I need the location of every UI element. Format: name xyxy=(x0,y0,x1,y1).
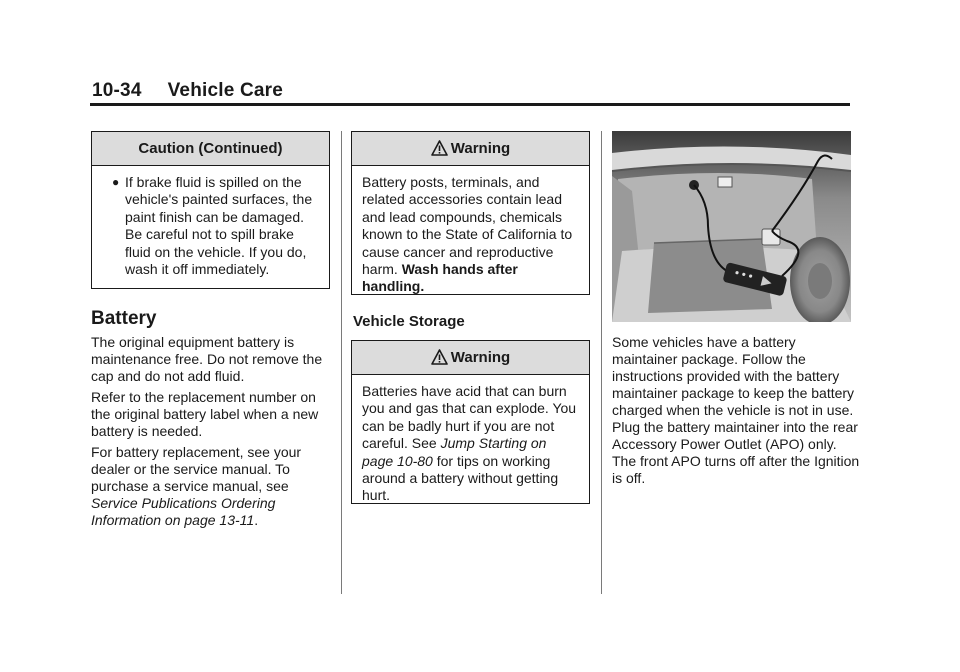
maintainer-paragraph: Some vehicles have a battery maintainer package. Follow the instructions provided with the battery maintainer package to keep the battery charged when the vehicle is not in use. Plug the battery maintainer into the rear Accessory Power Outlet (APO) only. The front APO turns off after the Ignition is off. xyxy=(612,334,860,486)
warning-1-bold: Wash hands after handling. xyxy=(362,261,518,295)
warning-2-body xyxy=(352,375,589,511)
warning-2-text-end: for tips on working around a battery without getting hurt. xyxy=(362,452,559,504)
battery-paragraph-3-end: . xyxy=(254,512,259,528)
column-divider-right xyxy=(601,131,602,594)
warning-2-header xyxy=(352,341,589,375)
battery-heading: Battery xyxy=(91,308,157,329)
battery-paragraph-3-text: For battery replacement, see your dealer or the service manual. To purchase a service manual, see xyxy=(91,444,302,494)
battery-paragraph-3 xyxy=(91,444,331,529)
warning-1-body xyxy=(352,166,589,302)
caution-title: Caution (Continued) xyxy=(92,132,329,166)
warning-1-title: Warning xyxy=(450,140,511,157)
header-rule xyxy=(90,103,850,106)
caution-box xyxy=(91,131,330,289)
vehicle-storage-heading: Vehicle Storage xyxy=(353,313,465,330)
battery-paragraph-1: The original equipment battery is maintenance free. Do not remove the cap and do not add fluid. xyxy=(91,334,323,384)
warning-1-text: Battery posts, terminals, and related accessories contain lead and lead compounds, chemicals known to the State of California to cause cancer and reproductive harm. xyxy=(362,174,573,278)
bullet-dot-icon: ● xyxy=(112,175,120,189)
warning-2-title: Warning xyxy=(450,349,511,366)
caution-bullet-text: If brake fluid is spilled on the vehicle's painted surfaces, the paint finish can be damaged. Be careful not to spill brake fluid on the vehicle. If you do, wash it off immediately. xyxy=(125,174,313,278)
section-title: Vehicle Care xyxy=(167,80,284,101)
battery-paragraph-2: Refer to the replacement number on the original battery label when a new battery is needed. xyxy=(91,389,319,439)
service-publications-link[interactable]: Service Publications Ordering Information on page 13-11 xyxy=(91,495,276,528)
warning-triangle-icon xyxy=(431,140,448,156)
warning-box-1 xyxy=(351,131,590,295)
jump-starting-link[interactable]: Jump Starting on page 10-80 xyxy=(362,435,547,469)
column-divider-left xyxy=(341,131,342,594)
warning-2-text: Batteries have acid that can burn you and gas that can explode. You can be badly hurt if you are not careful. See xyxy=(362,383,577,452)
page-number: 10-34 xyxy=(92,80,142,101)
battery-maintainer-photo xyxy=(612,131,851,322)
caution-bullet xyxy=(102,174,319,278)
caution-body xyxy=(92,166,329,284)
warning-triangle-icon xyxy=(431,349,448,365)
page-header xyxy=(92,80,283,102)
warning-box-2 xyxy=(351,340,590,504)
warning-1-header xyxy=(352,132,589,166)
